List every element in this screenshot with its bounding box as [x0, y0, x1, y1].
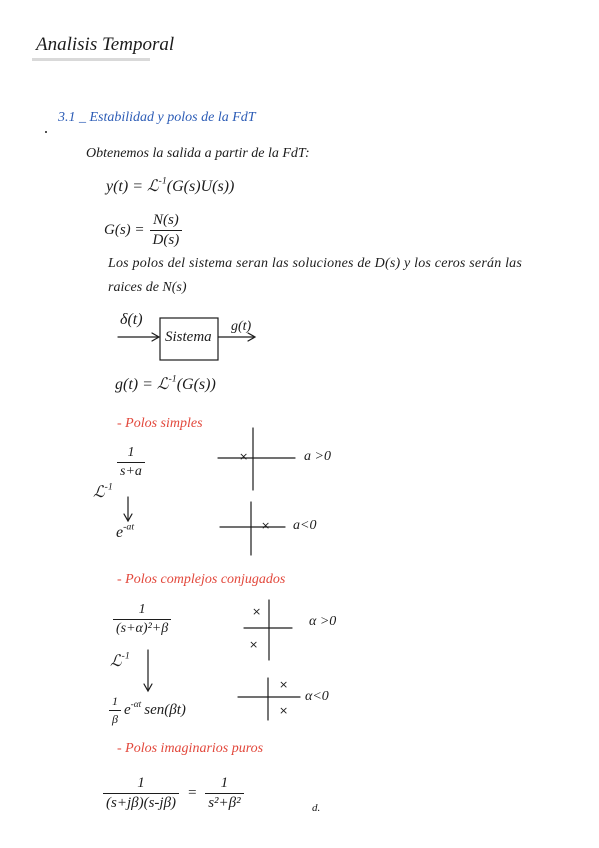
page-title: Analisis Temporal	[36, 34, 175, 55]
header-subtext-illegible	[32, 58, 150, 61]
complex-poles-denominator: (s+α)²+β	[113, 619, 171, 637]
pole-marker: ×	[239, 450, 249, 463]
complex-poles-label-positive: α >0	[309, 614, 337, 629]
block-output-label: g(t)	[231, 319, 252, 334]
equals-sign: =	[187, 785, 198, 801]
block-input-arrowhead	[152, 333, 159, 341]
simple-poles-down-arrowhead	[124, 514, 132, 521]
pole-marker: ×	[261, 519, 271, 532]
complex-poles-result	[109, 694, 186, 727]
pole-marker: ×	[252, 605, 262, 618]
impulse-equation-lhs: g(t) =	[115, 376, 153, 393]
exp-exponent: -at	[123, 521, 135, 533]
complex-poles-numerator: 1	[138, 602, 146, 617]
simple-poles-label-positive: a >0	[304, 449, 331, 464]
pole-marker: ×	[279, 678, 289, 691]
exp-base: e	[124, 702, 131, 718]
transfer-denominator: D(s)	[150, 230, 183, 249]
complex-poles-down-arrowhead	[144, 684, 152, 691]
transfer-function	[104, 212, 182, 249]
simple-poles-heading: - Polos simples	[117, 416, 203, 431]
inverse-exponent: -1	[158, 175, 167, 187]
section-title: Estabilidad y polos de la FdT	[89, 110, 256, 125]
complex-poles-fraction	[113, 602, 171, 637]
rhs-numerator: 1	[220, 775, 229, 791]
margin-dot	[45, 131, 47, 133]
simple-poles-numerator: 1	[127, 445, 135, 460]
exp-exponent: -αt	[130, 700, 142, 711]
lhs-denominator: (s+jβ)(s-jβ)	[103, 793, 179, 812]
laplace-operator: ℒ	[156, 376, 169, 393]
simple-poles-denominator: s+a	[117, 462, 145, 480]
laplace-operator: ℒ	[147, 178, 159, 195]
block-system-label: Sistema	[165, 329, 212, 345]
stray-mark: d.	[312, 802, 321, 814]
exp-base: e	[116, 524, 124, 541]
imaginary-poles-equation	[103, 775, 244, 812]
simple-poles-result	[116, 521, 135, 542]
output-equation	[106, 176, 234, 196]
complex-poles-inverse-label	[110, 651, 130, 671]
lhs-numerator: 1	[137, 775, 145, 791]
intro-text: Obtenemos la salida a partir de la FdT:	[86, 146, 310, 161]
transfer-numerator: N(s)	[152, 212, 179, 228]
sine-term: sen(βt)	[144, 702, 186, 718]
imaginary-poles-lhs-fraction	[103, 775, 179, 812]
section-heading	[58, 110, 256, 126]
laplace-operator: ℒ	[110, 653, 122, 670]
result-fraction-numerator: 1	[112, 694, 118, 708]
simple-poles-label-negative: a<0	[293, 518, 317, 533]
pole-marker: ×	[279, 704, 289, 717]
output-equation-arg: (G(s)U(s))	[166, 178, 235, 195]
imaginary-poles-heading: - Polos imaginarios puros	[117, 741, 264, 756]
output-equation-lhs: y(t) =	[106, 178, 143, 195]
section-number: 3.1 _	[58, 110, 86, 125]
block-input-label: δ(t)	[120, 311, 143, 328]
rhs-denominator: s²+β²	[205, 793, 243, 812]
complex-poles-heading: - Polos complejos conjugados	[117, 572, 286, 587]
impulse-equation-arg: (G(s))	[176, 376, 216, 393]
inverse-exponent: -1	[121, 650, 130, 662]
imaginary-poles-rhs-fraction	[205, 775, 243, 812]
transfer-lhs: G(s) =	[104, 222, 145, 238]
inverse-exponent: -1	[168, 373, 177, 385]
poles-text-line2: raices de N(s)	[108, 280, 187, 295]
impulse-equation	[115, 374, 216, 394]
result-fraction-denominator: β	[109, 710, 121, 727]
simple-poles-fraction	[117, 445, 145, 480]
simple-poles-inverse-label	[93, 482, 113, 502]
complex-poles-label-negative: α<0	[305, 689, 329, 704]
pole-marker: ×	[249, 638, 259, 651]
transfer-fraction	[150, 212, 183, 249]
poles-text-line1: Los polos del sistema seran las soluciones de D(s) y los ceros serán las	[108, 256, 523, 271]
laplace-operator: ℒ	[93, 484, 105, 501]
inverse-exponent: -1	[104, 481, 113, 493]
